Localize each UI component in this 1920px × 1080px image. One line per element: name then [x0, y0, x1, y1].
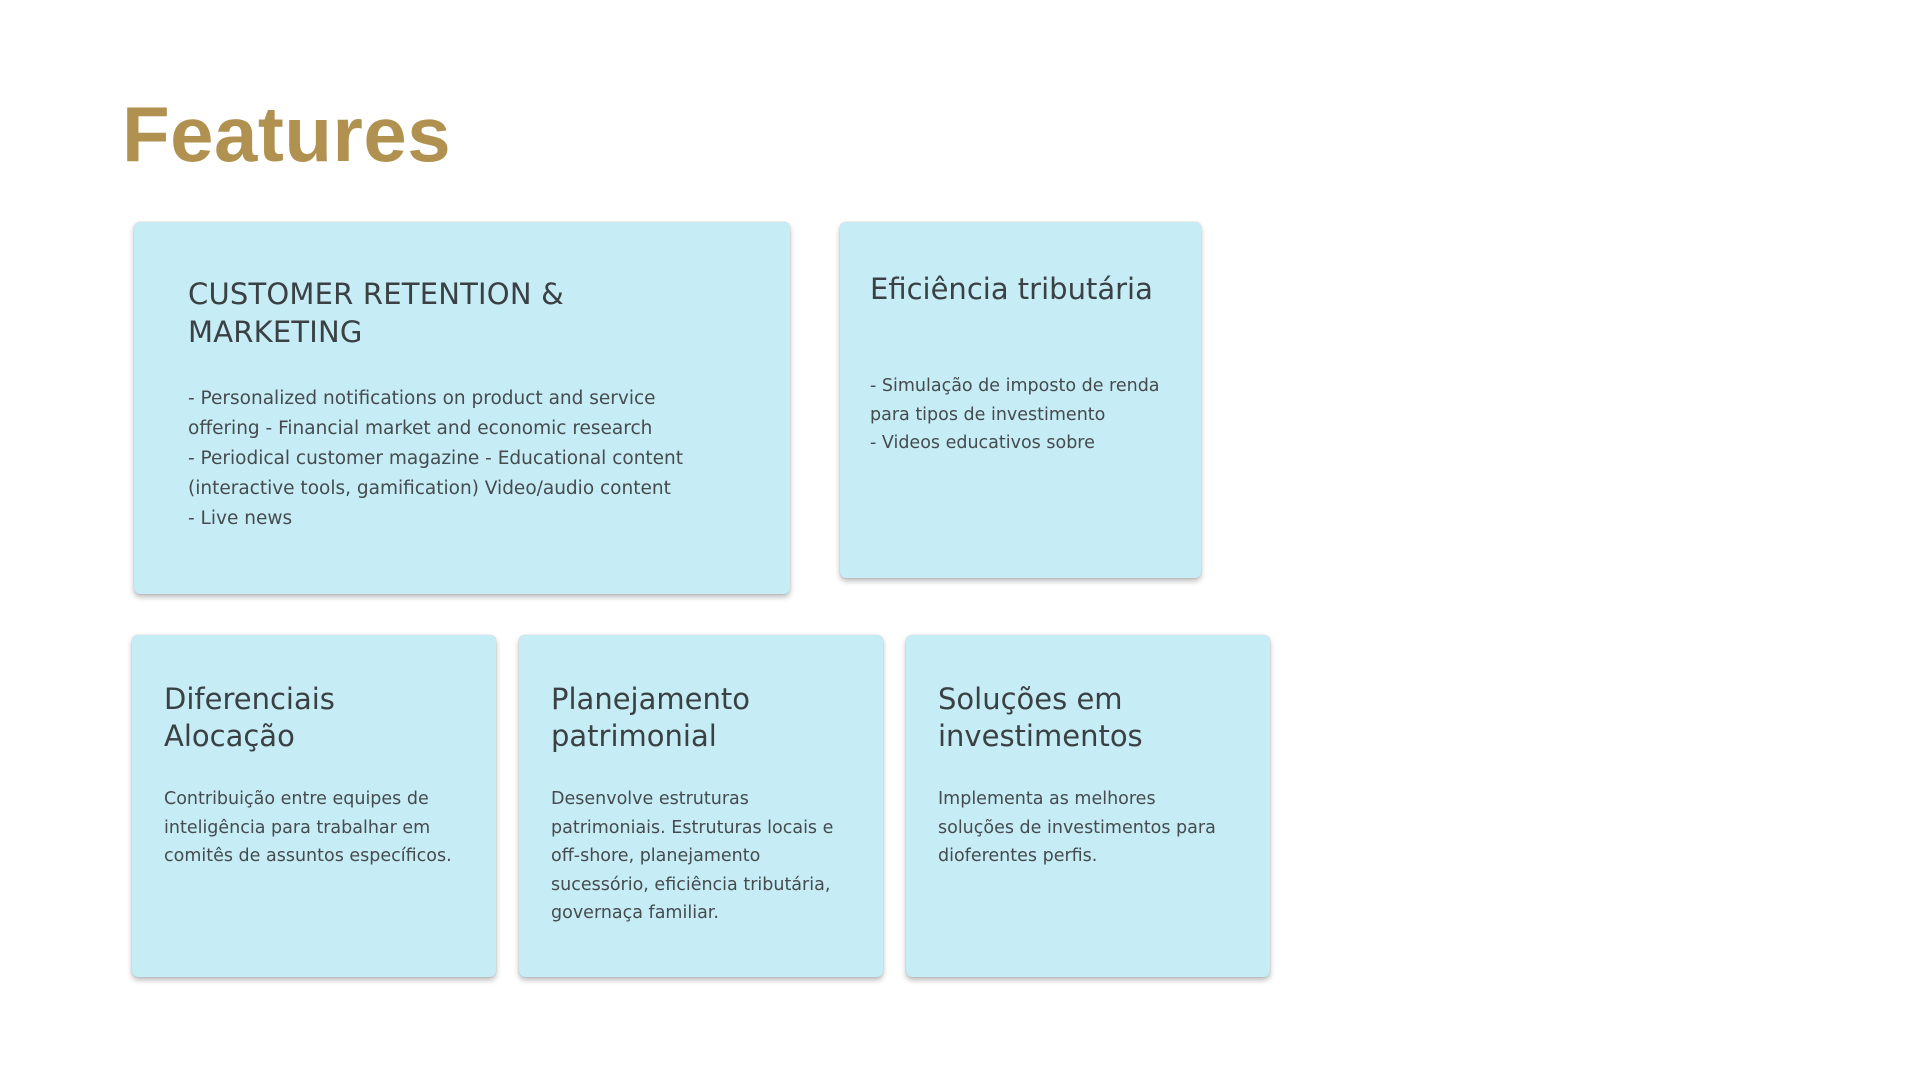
card-customer-retention-marketing: [134, 222, 790, 594]
card-planejamento-patrimonial: [519, 635, 883, 977]
card-title: Planejamento patrimonial: [551, 682, 750, 753]
card-title: Eficiência tributária: [870, 272, 1153, 306]
card-solucoes-em-investimentos: [906, 635, 1270, 977]
card-body: Contribuição entre equipes de inteligência para trabalhar em comitês de assuntos específicos.: [164, 789, 452, 866]
card-body: - Personalized notifications on product and service offering - Financial market and economic research - Periodical customer magazine - Educational content (interactive tools, gamification) Video/audio content - Live news: [188, 388, 684, 529]
card-body: - Simulação de imposto de renda para tipos de investimento - Videos educativos sobre: [870, 376, 1160, 453]
card-diferenciais-alocacao: [132, 635, 496, 977]
card-title: Soluções em investimentos: [938, 682, 1143, 753]
page-title: Features: [122, 90, 452, 178]
card-title: CUSTOMER RETENTION & MARKETING: [188, 277, 564, 349]
card-body: Implementa as melhores soluções de investimentos para dioferentes perfis.: [938, 789, 1216, 866]
card-eficiencia-tributaria: [840, 222, 1201, 578]
card-title: Diferenciais Alocação: [164, 682, 335, 753]
card-body: Desenvolve estruturas patrimoniais. Estruturas locais e off-shore, planejamento sucessório, eficiência tributária, governaça familiar.: [551, 789, 834, 923]
